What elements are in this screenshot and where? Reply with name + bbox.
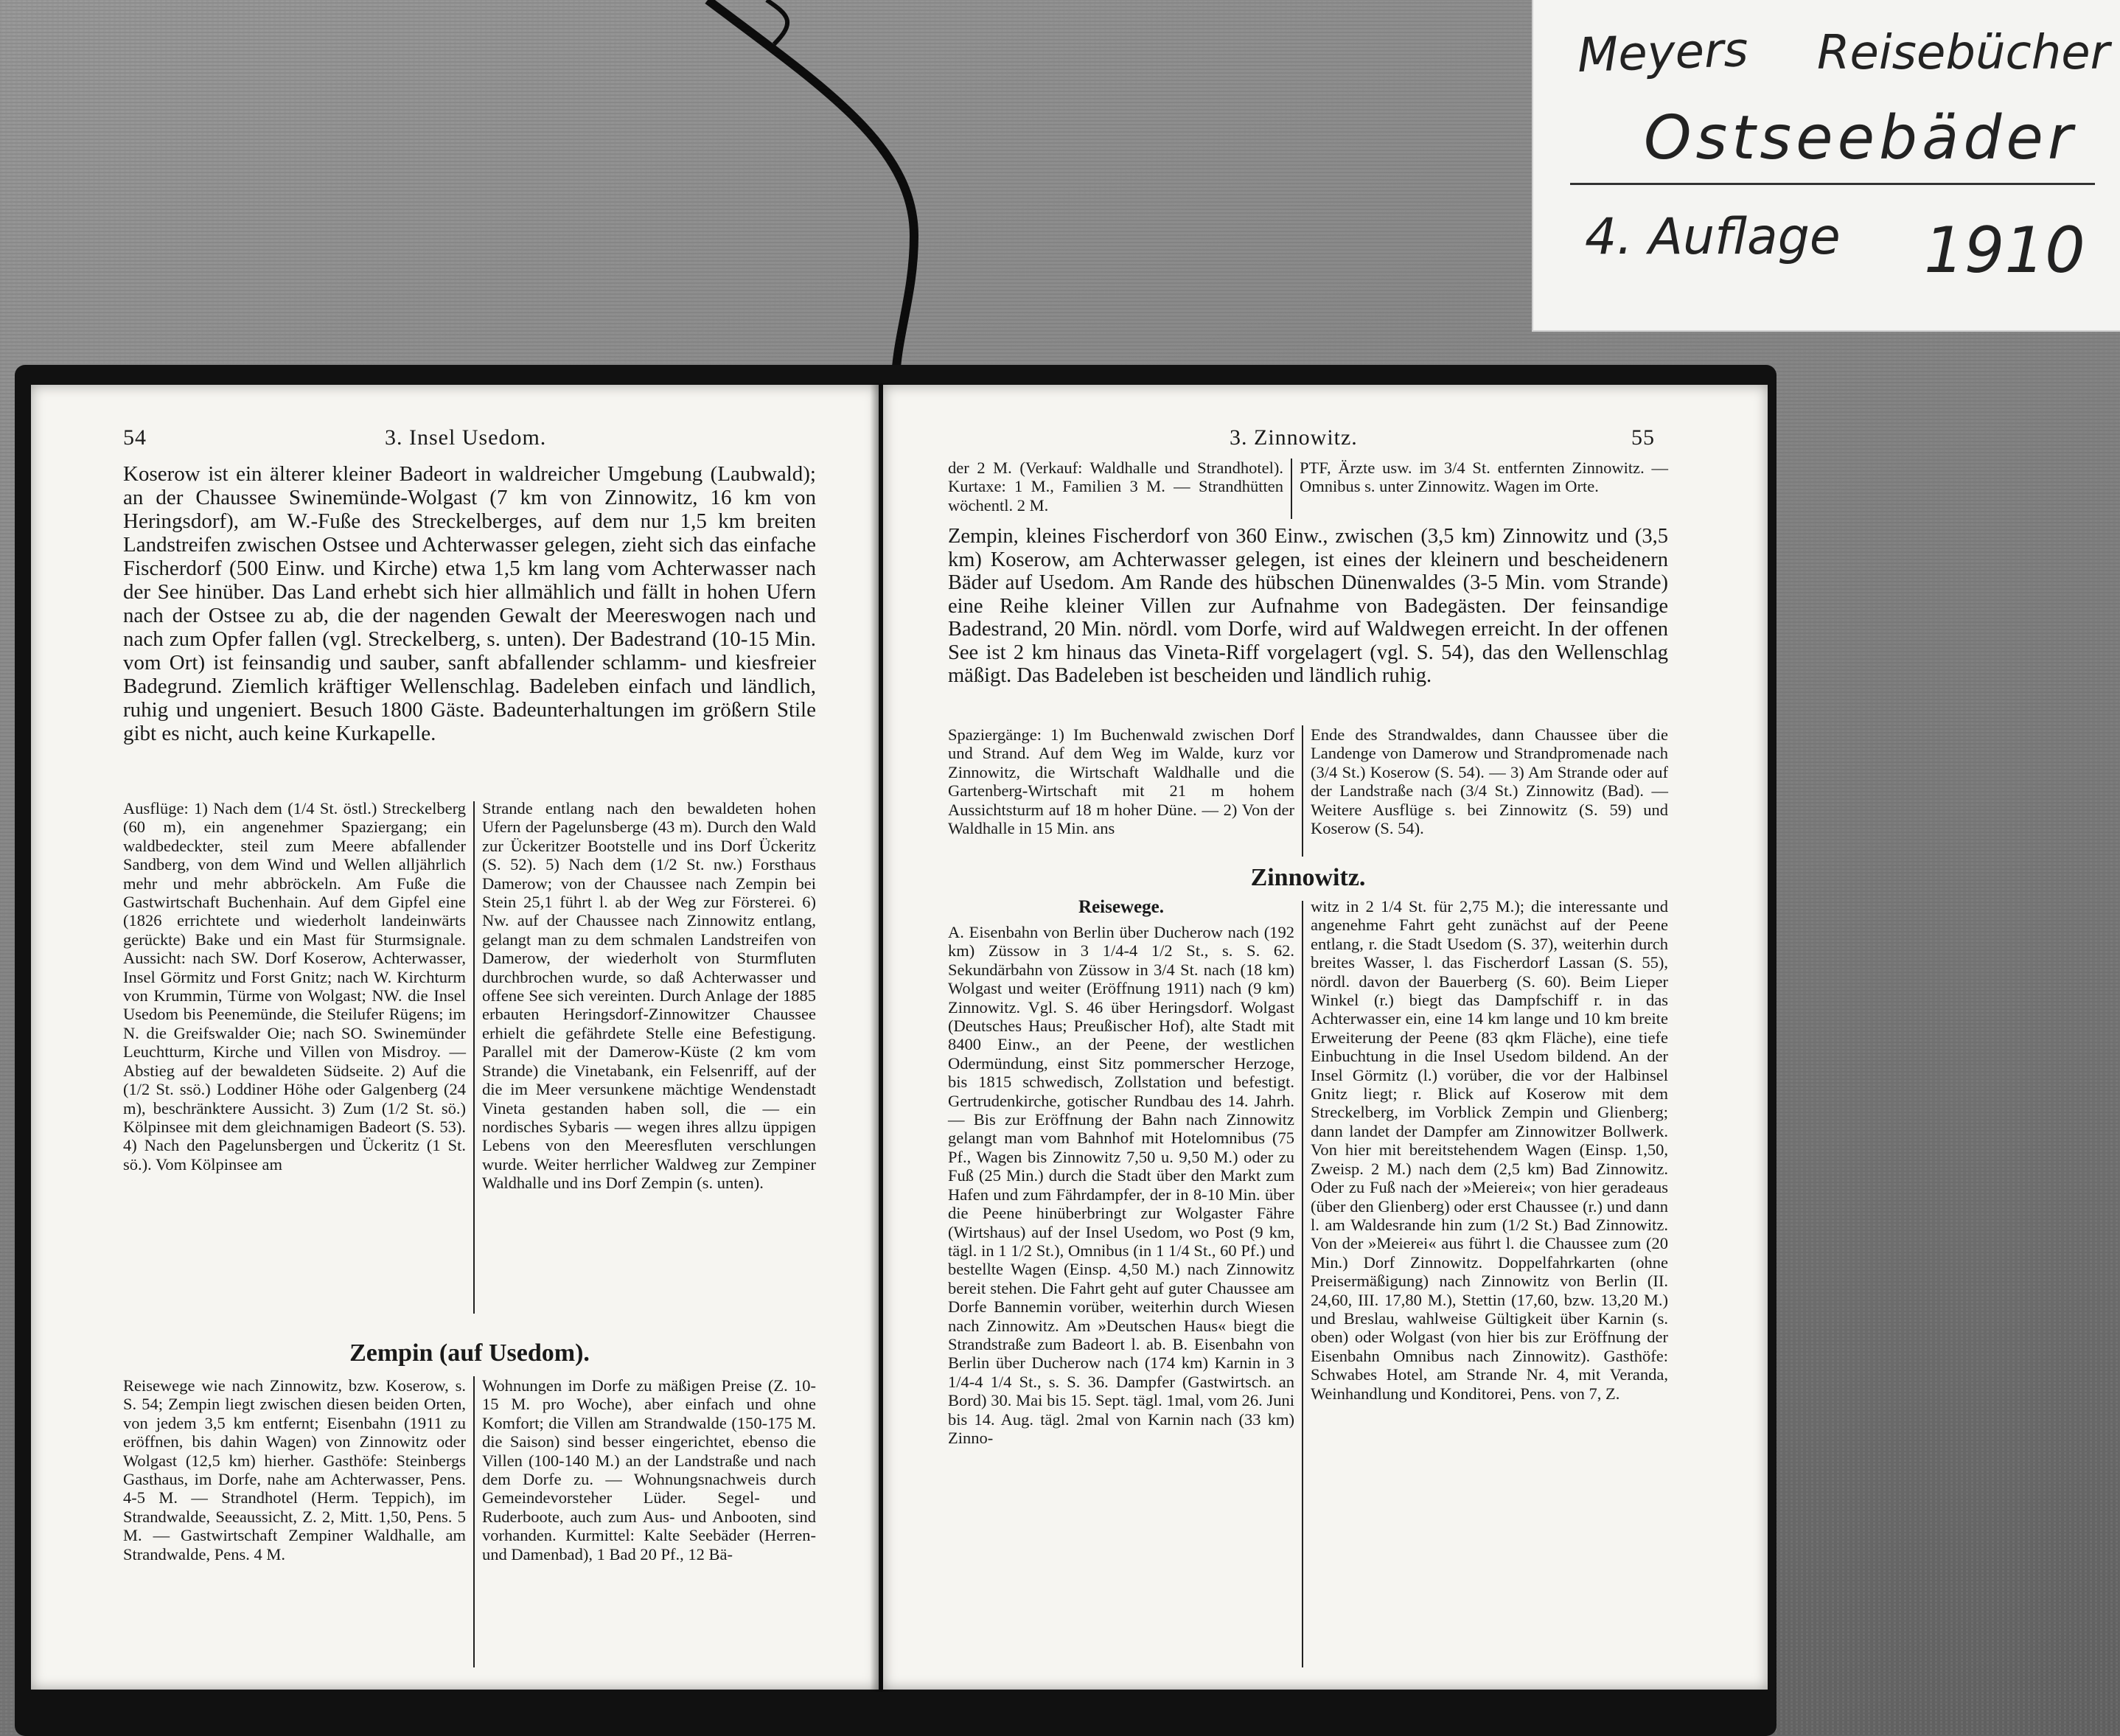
right-page xyxy=(883,385,1768,1690)
section-title-zinnowitz: Zinnowitz. xyxy=(1250,864,1366,891)
zempin-continued-col1 xyxy=(948,459,1283,515)
zempin-housing-col xyxy=(482,1376,816,1564)
column-divider xyxy=(1302,725,1303,857)
column-divider xyxy=(1302,901,1303,1667)
handwritten-note xyxy=(1532,0,2120,332)
zinnowitz-routes-col2 xyxy=(1311,897,1668,1403)
note-year: 1910 xyxy=(1924,214,2085,287)
walks-col2 xyxy=(1311,725,1668,837)
subhead-reisewege: Reisewege. xyxy=(1078,897,1164,917)
koserow-excursions-col2 xyxy=(482,799,816,1193)
koserow-intro xyxy=(123,462,816,745)
note-reisebuecher: Reisebücher xyxy=(1817,26,2110,80)
zempin-description-text: Zempin, kleines Fischerdorf von 360 Einw., zwischen (3,5 km) Zinnowitz und (3,5 km) Koserow, am Achterwasser gelegen, ist eines der kleinern und bescheidenern Bäder auf Usedom. Am Rande des hübschen Dünenwaldes (3-5 Min. vom Strande) eine Reihe kleiner Villen zur Aufnahme von Badegästen. Der feinsandige Badestrand, 20 Min. nördl. vom Dorfe, wird auf Waldwegen erreicht. In der offenen See ist 2 km hinaus das Vineta-Riff vorgelagert (vgl. S. 54), das den Wellenschlag mäßigt. Das Badeleben ist bescheiden und ländlich ruhig. xyxy=(948,525,1668,687)
note-underline xyxy=(1570,183,2095,185)
zempin-continued-text-2: PTF, Ärzte usw. im 3/4 St. entfernten Zinnowitz. — Omnibus s. unter Zinnowitz. Wagen im Orte. xyxy=(1300,459,1668,496)
zempin-continued-col2 xyxy=(1300,459,1668,496)
note-ostseebaeder: Ostseebäder xyxy=(1644,103,2077,173)
zempin-housing-text: Wohnungen im Dorfe zu mäßigen Preise (Z. 10-15 M. pro Woche), aber einfach und ohne Komfort; die Villen am Strandwalde (150-175 M. die Saison) sind besser eingerichtet, ebenso die Villen (100-140 M.) an der Landstraße und nach dem Dorfe zu. — Wohnungsnachweis durch Gemeindevorsteher Lüder. Segel- und Ruderboote, auch zum Aus- und Anbooten, sind vorhanden. Kurmittel: Kalte Seebäder (Herren- und Damenbad), 1 Bad 20 Pf., 12 Bä- xyxy=(482,1376,816,1564)
zinnowitz-routes-col1 xyxy=(948,923,1294,1447)
zempin-travel-text: Reisewege wie nach Zinnowitz, bzw. Koserow, s. S. 54; Zempin liegt zwischen diesen beiden Orten, von jedem 3,5 km entfernt; Eisenbahn (1911 zu eröffnen, bis dahin Wagen) von Zinnowitz oder Wolgast (12,5 km) hierher. Gasthöfe: Steinbergs Gasthaus, im Dorfe, nahe am Achterwasser, Pens. 4-5 M. — Strandhotel (Herm. Teppich), im Strandwalde, Seeaussicht, Z. 2, Mitt. 1,50, Pens. 5 M. — Gastwirtschaft Zempiner Waldhalle, am Strandwalde, Pens. 4 M. xyxy=(123,1376,466,1564)
page-number-right: 55 xyxy=(1631,425,1655,450)
koserow-intro-text: Koserow ist ein älterer kleiner Badeort in waldreicher Umgebung (Laubwald); an der Chaussee Swinemünde-Wolgast (7 km von Zinnowitz, 16 km von Heringsdorf), am W.-Fuße des Streckelberges, auf dem nur 1,5 km breiten Landstreifen zwischen Ostsee und Achterwasser gelegen, zieht sich das einfache Fischerdorf (500 Einw. und Kirche) etwa 1,5 km lang vom Achterwasser nach der See hinüber. Das Land erhebt sich hier allmählich und fällt in hohen Ufern nach der Ostsee zu ab, die der nagenden Gewalt der Meereswogen nach und nach zum Opfer fallen (vgl. Streckelberg, s. unten). Der Badestrand (10-15 Min. vom Ort) ist feinsandig und sauber, sanft abfallender schlamm- und kiesfreier Badegrund. Ziemlich kräftiger Wellenschlag. Badeleben einfach und ländlich, ruhig und ungeniert. Besuch 1800 Gäste. Badeunterhaltungen im größern Stile gibt es nicht, auch keine Kurkapelle. xyxy=(123,462,816,745)
zempin-travel-col xyxy=(123,1376,466,1564)
column-divider xyxy=(473,801,475,1314)
note-auflage: 4. Auflage xyxy=(1585,208,1841,266)
walks-text-2: Ende des Strandwaldes, dann Chaussee über die Landenge von Damerow und Strandpromenade nach (3/4 St.) Koserow (S. 54). — 3) Am Strande oder auf der Landstraße nach (3/4 St.) Zinnowitz (Bad). — Weitere Ausflüge s. bei Zinnowitz (S. 59) und Koserow (S. 54). xyxy=(1311,725,1668,838)
zinnowitz-routes-text-2: witz in 2 1/4 St. für 2,75 M.); die interessante und angenehme Fahrt geht zunächst auf der Peene entlang, r. die Stadt Usedom (S. 37), weiterhin durch breites Wasser, l. das Fischerdorf Lassan (S. 55), nördl. davon der Bauerberg (S. 60). Beim Lieper Winkel (r.) biegt das Dampfschiff r. in das Achterwasser ein, eine 14 km lange und 10 km breite Erweiterung der Peene (83 qkm Fläche), eine tiefe Einbuchtung in die Insel Usedom bildend. An der Insel Görmitz (l.) vorüber, die vor der Halbinsel Gnitz liegt; r. Blick auf Koserow mit dem Streckelberg, im Vorblick Zempin und Glienberg; dann landet der Dampfer am Zinnowitzer Bollwerk. Von hier mit bereitstehendem Wagen (Einsp. 1,50, Zweisp. 2 M.) nach dem (2,5 km) Bad Zinnowitz. Oder zu Fuß nach der »Meierei«; von hier geradeaus (über den Glienberg) oder erst Chaussee (r.) und dann l. am Waldesrande hin zum (1/2 St.) Bad Zinnowitz. Von der »Meierei« aus führt l. die Chaussee zum (20 Min.) Dorf Zinnowitz. Doppelfahrkarten (ohne Preisermäßigung) nach Zinnowitz von Berlin (II. 24,60, III. 17,80 M.), Stettin (17,60, bzw. 13,20 M.) und Breslau, wahlweise Gültigkeit über Karnin (s. oben) oder Wolgast (von hier bis zur Eröffnung der Eisenbahn Omnibus nach Zinnowitz). Gasthöfe: Schwabes Hotel, am Strande Nr. 4, mit Veranda, Weinhandlung und Konditorei, Pens. von 7, Z. xyxy=(1311,897,1668,1403)
running-head-left: 3. Insel Usedom. xyxy=(385,425,547,450)
walks-col1 xyxy=(948,725,1294,837)
page-number-left: 54 xyxy=(123,425,147,450)
zempin-description xyxy=(948,525,1668,688)
column-divider xyxy=(1291,459,1292,519)
column-divider xyxy=(473,1376,475,1667)
running-head-right: 3. Zinnowitz. xyxy=(1230,425,1358,450)
excursions-text-1: Ausflüge: 1) Nach dem (1/4 St. östl.) Streckelberg (60 m), ein angenehmer Spaziergang; ein waldbedeckter, steil zum Meere abfallender Sandberg, von dem Wind und Wellen alljährlich mehr und mehr abbröckeln. Am Fuße die Gastwirtschaft Buchenhain. Auf dem Gipfel eine (1826 errichtete und wiederholt landeinwärts gerückte) Bake und ein Mast für Sturmsignale. Aussicht: nach SW. Dorf Koserow, Achterwasser, Insel Görmitz und Forst Gnitz; nach W. Kirchturm von Krummin, Türme von Wolgast; NW. die Insel Usedom bis Peenemünde, die Steilufer Rügens; im N. die Greifswalder Oie; nach SO. Swinemünder Leuchtturm, Kirche und Villen von Misdroy. — Abstieg auf der bewaldeten Südseite. 2) Auf die (1/2 St. ssö.) Loddiner Höhe oder Galgenberg (24 m), beschränktere Aussicht. 3) Zum (1/2 St. sö.) Kölpinsee mit dem gleichnamigen Badeort (S. 53). 4) Nach den Pagelunsbergen und Ückeritz (1 St. sö.). Vom Kölpinsee am xyxy=(123,799,466,1174)
excursions-text-2: Strande entlang nach den bewaldeten hohen Ufern der Pagelunsberge (43 m). Durch den Wald zur Ückeritzer Bootstelle und ins Dorf Ückeritz (S. 52). 5) Nach dem (1/2 St. nw.) Forsthaus Damerow; von der Chaussee nach Zempin bei Stein 25,1 führt l. ab der Weg zur Försterei. 6) Nw. auf der Chaussee nach Zinnowitz entlang, gelangt man zu dem schmalen Landstreifen von Damerow, der wiederholt von Sturmfluten durchbrochen wurde, so daß Achterwasser und offene See sich vereinten. Durch Anlage der 1885 erbauten Heringsdorf-Zinnowitzer Chaussee erhielt die gefährdete Stelle eine Befestigung. Parallel mit der Damerow-Küste (2 km vom Strande) die Vinetabank, ein Felsenriff, auf der die im Meer versunkene mächtige Wendenstadt Vineta gestanden haben soll, die — ein nordisches Sybaris — wegen ihres allzu üppigen Lebens von den Meeresfluten verschlungen wurde. Weiter herrlicher Waldweg zur Zempiner Waldhalle und ins Dorf Zempin (s. unten). xyxy=(482,799,816,1193)
zinnowitz-routes-text-1: A. Eisenbahn von Berlin über Ducherow nach (192 km) Züssow in 3 1/4-4 1/2 St., s. S. 62. Sekundärbahn von Züssow in 3/4 St. nach (18 km) Wolgast und weiter (Eröffnung 1911) nach (9 km) Zinnowitz. Vgl. S. 46 über Heringsdorf. Wolgast (Deutsches Haus; Preußischer Hof), alte Stadt mit 8400 Einw., an der Peene, der westlichen Odermündung, einst Sitz pommerscher Herzoge, bis 1815 schwedisch, Zollstation und befestigt. Gertrudenkirche, gotischer Rundbau des 14. Jahrh. — Bis zur Eröffnung der Bahn nach Zinnowitz gelangt man vom Bahnhof mit Hotelomnibus (75 Pf., Wagen bis Zinnowitz 7,50 u. 9,50 M.) oder zu Fuß (25 Min.) durch die Stadt über den Markt zum Hafen und zum Fährdampfer, der in 8-10 Min. über die Peene hinüberbringt zur Wolgaster Fähre (Wirtshaus) auf der Insel Usedom, wo Post (9 km, tägl. in 1 1/2 St.), Omnibus (in 1 1/4 St., 60 Pf.) und bestellte Wagen (Einsp. 4,50 M.) nach Zinnowitz bereit stehen. Die Fahrt geht auf guter Chaussee am Dorfe Bannemin vorüber, weiterhin durch Wiesen nach Zinnowitz. Am »Deutschen Haus« biegt die Strandstraße zum Badeort l. ab. B. Eisenbahn von Berlin über Ducherow nach (174 km) Karnin in 3 1/4-4 1/4 St., s. S. 36. Dampfer (Gastwirtsch. an Bord) 30. Mai bis 15. Sept. tägl. 1mal, vom 26. Juni bis 14. Aug. tägl. 2mal von Karnin nach (33 km) Zinno- xyxy=(948,923,1294,1447)
section-title-zempin: Zempin (auf Usedom). xyxy=(349,1339,590,1367)
walks-text-1: Spaziergänge: 1) Im Buchenwald zwischen Dorf und Strand. Auf dem Weg im Walde, kurz vor Zinnowitz, die Wirtschaft Waldhalle und die Gartenberg-Wirtschaft mit 21 m hohem Aussichtsturm auf 18 m hoher Düne. — 2) Von der Waldhalle in 15 Min. ans xyxy=(948,725,1294,838)
zempin-continued-text-1: der 2 M. (Verkauf: Waldhalle und Strandhotel). Kurtaxe: 1 M., Familien 3 M. — Strandhütten wöchentl. 2 M. xyxy=(948,459,1283,515)
note-meyers: Meyers xyxy=(1576,22,1749,84)
koserow-excursions-col1 xyxy=(123,799,466,1174)
left-page xyxy=(31,385,879,1690)
